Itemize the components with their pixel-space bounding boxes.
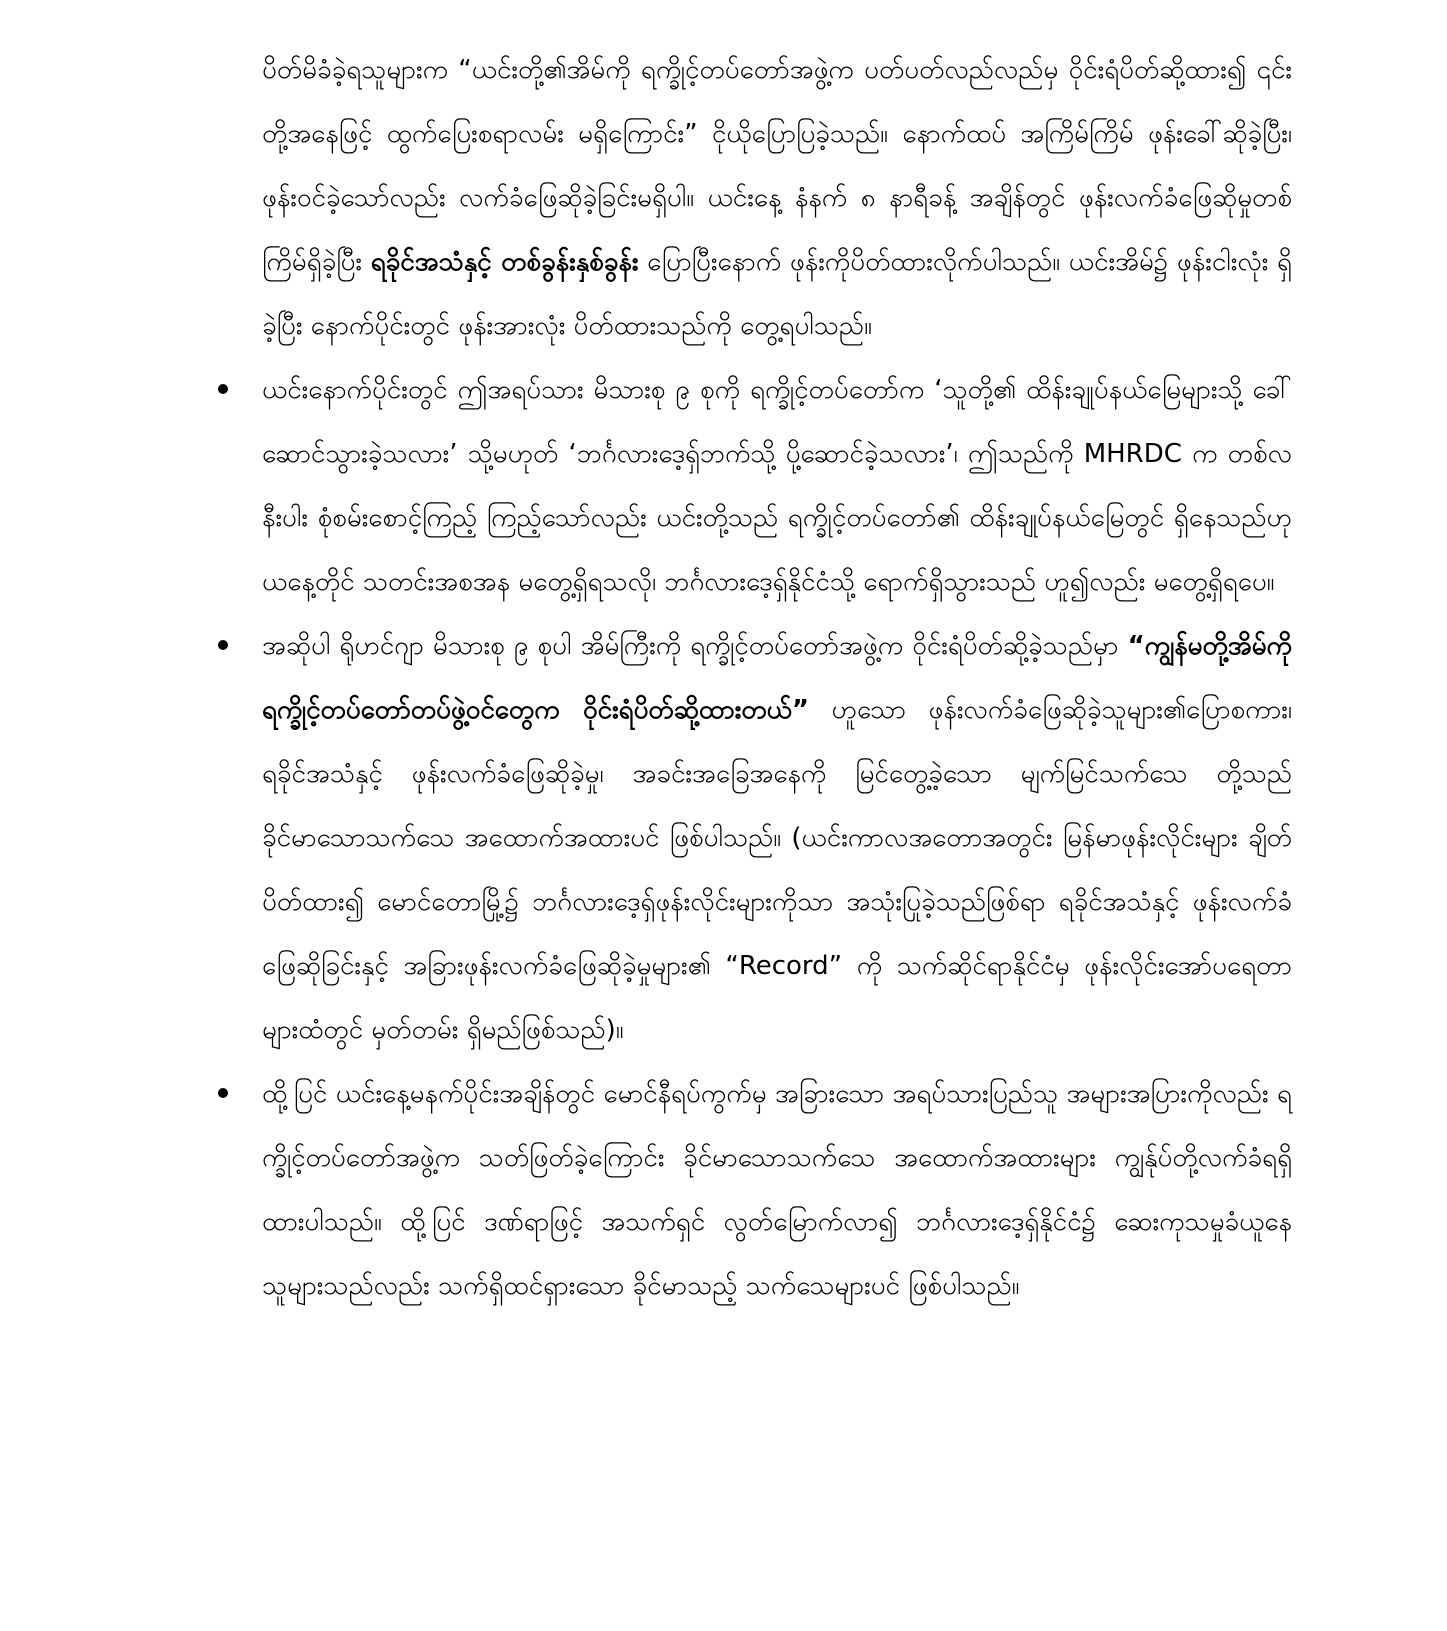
document-body [262,38,1292,1318]
bullet-3-text: ထို့ပြင် ယင်းနေ့မနက်ပိုင်းအချိန်တွင် မောင်နီရပ်ကွက်မှ အခြားသော အရပ်သားပြည်သူ အများအပြားကိုလည်း ရက္ခိုင့်တပ်တော်အဖွဲ့က သတ်ဖြတ်ခဲ့ကြောင်း ခိုင်မာသောသက်သေ အထောက်အထားများ ကျွန်ုပ်တို့လက်ခံရရှိထားပါသည်။ ထို့ပြင် ဒဏ်ရာဖြင့် အသက်ရှင် လွတ်မြောက်လာ၍ ဘင်္ဂလားဒေ့ရှ်နိုင်ငံ၌ ဆေးကုသမှုခံယူနေသူများသည်လည်း သက်ရှိထင်ရှားသော ခိုင်မာသည့် သက်သေများပင် ဖြစ်ပါသည်။ [262,1079,1292,1301]
intro-text-2: ပြောပြီးနောက် ဖုန်းကိုပိတ်ထားလိုက်ပါသည်။ ယင်းအိမ်၌ ဖုန်းငါးလုံး ရှိခဲ့ပြီး နောက်ပိုင်းတွင် ဖုန်းအားလုံး ပိတ်ထားသည်ကို တွေ့ရပါသည်။ [262,247,1292,341]
bullet-dot-icon [218,384,228,394]
bullet-2-text-1: အဆိုပါ ရိုဟင်ဂျာ မိသားစု ၉ စုပါ အိမ်ကြီးကို ရက္ခိုင့်တပ်တော်အဖွဲ့က ဝိုင်းရံပိတ်ဆို့ခဲ့သည်မှာ [262,631,1128,661]
bullet-dot-icon [218,1088,228,1098]
bullet-dot-icon [218,640,228,650]
bullet-1-text: ယင်းနောက်ပိုင်းတွင် ဤအရပ်သား မိသားစု ၉ စုကို ရက္ခိုင့်တပ်တော်က ‘သူတို့၏ ထိန်းချုပ်နယ်မြေများသို့ ခေါ်ဆောင်သွားခဲ့သလား’ သို့မဟုတ် ‘ဘင်္ဂလားဒေ့ရှ်ဘက်သို့ ပို့ဆောင်ခဲ့သလား’၊ ဤသည်ကို MHRDC က တစ်လနီးပါး စုံစမ်းစောင့်ကြည့် ကြည့်သော်လည်း ယင်းတို့သည် ရက္ခိုင့်တပ်တော်၏ ထိန်းချုပ်နယ်မြေတွင် ရှိနေသည်ဟု ယနေ့တိုင် သတင်းအစအန မတွေ့ရှိရသလို၊ ဘင်္ဂလားဒေ့ရှ်နိုင်ငံသို့ ရောက်ရှိသွားသည် ဟူ၍လည်း မတွေ့ရှိရပေ။ [262,375,1292,597]
intro-bold-phrase: ရခိုင်အသံနှင့် တစ်ခွန်းနှစ်ခွန်း [370,247,639,277]
bullet-item-1 [262,358,1292,614]
bullet-list [262,358,1292,1318]
bullet-2-text-2: ဟူသော ဖုန်းလက်ခံဖြေဆိုခဲ့သူများ၏ပြောစကား၊ ရခိုင်အသံနှင့် ဖုန်းလက်ခံဖြေဆိုခဲ့မှု၊ အခင်းအခြေအနေကို မြင်တွေ့ခဲ့သော မျက်မြင်သက်သေ တို့သည် ခိုင်မာသောသက်သေ အထောက်အထားပင် ဖြစ်ပါသည်။ (ယင်းကာလအတောအတွင်း မြန်မာဖုန်းလိုင်းများ ချိတ်ပိတ်ထား၍ မောင်တောမြို့၌ ဘင်္ဂလားဒေ့ရှ်ဖုန်းလိုင်းများကိုသာ အသုံးပြုခဲ့သည်ဖြစ်ရာ ရခိုင်အသံနှင့် ဖုန်းလက်ခံဖြေဆိုခြင်းနှင့် အခြားဖုန်းလက်ခံဖြေဆိုခဲ့မှုများ၏ “Record” ကို သက်ဆိုင်ရာနိုင်ငံမှ ဖုန်းလိုင်းအော်ပရေတာများထံတွင် မှတ်တမ်း ရှိမည်ဖြစ်သည်)။ [262,695,1293,1045]
bullet-item-2 [262,614,1292,1062]
bullet-item-3 [262,1062,1292,1318]
intro-text-1: ပိတ်မိခံခဲ့ရသူများက “ယင်းတို့၏အိမ်ကို ရက္ခိုင့်တပ်တော်အဖွဲ့က ပတ်ပတ်လည်လည်မှ ဝိုင်းရံပိတ်ဆို့ထား၍ ၎င်းတို့အနေဖြင့် ထွက်ပြေးစရာလမ်း မရှိကြောင်း” ငိုယိုပြောပြခဲ့သည်။ နောက်ထပ် အကြိမ်ကြိမ် ဖုန်းခေါ်ဆိုခဲ့ပြီး၊ ဖုန်းဝင်ခဲ့သော်လည်း လက်ခံဖြေဆိုခဲ့ခြင်းမရှိပါ။ ယင်းနေ့ နံနက် ၈ နာရီခန့် အချိန်တွင် ဖုန်းလက်ခံဖြေဆိုမှုတစ်ကြိမ်ရှိခဲ့ပြီး [262,55,1292,277]
intro-paragraph [262,38,1292,358]
bullet-2-bold-quote: “ကျွန်မတို့အိမ်ကို ရက္ခိုင့်တပ်တော်တပ်ဖွဲ့ဝင်တွေက ဝိုင်းရံပိတ်ဆို့ထားတယ်” [262,631,1292,725]
